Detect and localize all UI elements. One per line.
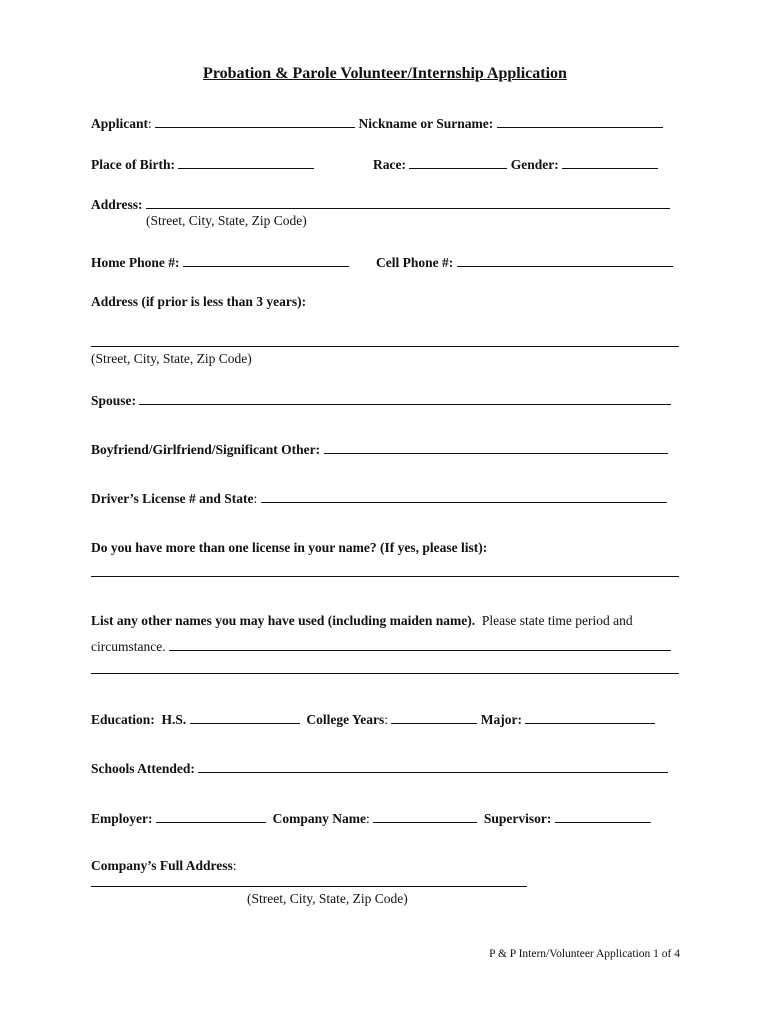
- cell-phone-row: [376, 254, 673, 271]
- hs-label: H.S.: [161, 712, 187, 727]
- college-years-label: College Years: [306, 712, 385, 727]
- circumstance-row: [91, 638, 671, 655]
- significant-other-row: [91, 441, 668, 458]
- prior-address-hint: (Street, City, State, Zip Code): [91, 351, 252, 366]
- major-label: Major:: [480, 712, 523, 727]
- company-address-field[interactable]: [91, 886, 527, 887]
- place-of-birth-label: Place of Birth:: [91, 157, 175, 172]
- circumstance-field[interactable]: [169, 638, 671, 651]
- more-licenses-field[interactable]: [91, 576, 679, 577]
- more-licenses-label: Do you have more than one license in your name? (If yes, please list):: [91, 540, 488, 555]
- address-hint: (Street, City, State, Zip Code): [146, 213, 307, 228]
- company-address-hint: (Street, City, State, Zip Code): [247, 891, 408, 906]
- schools-label: Schools Attended:: [91, 761, 195, 776]
- company-address-row: Company’s Full Address:: [91, 858, 237, 873]
- nickname-label: Nickname or Surname:: [358, 116, 494, 131]
- birth-row: [91, 156, 314, 173]
- license-field[interactable]: [261, 490, 667, 503]
- license-row: Driver’s License # and State:: [91, 490, 667, 507]
- prior-address-field[interactable]: [91, 346, 679, 347]
- form-title: Probation & Parole Volunteer/Internship Application: [203, 65, 567, 82]
- other-names-row: [91, 613, 633, 629]
- supervisor-label: Supervisor:: [483, 811, 552, 826]
- applicant-label: Applicant: [91, 116, 149, 131]
- spouse-field[interactable]: [139, 392, 671, 405]
- company-address-label: Company’s Full Address: [91, 858, 233, 873]
- address-row: [91, 196, 670, 213]
- spouse-row: [91, 392, 671, 409]
- company-name-label: Company Name: [272, 811, 366, 826]
- schools-row: [91, 760, 668, 777]
- address-label: Address:: [91, 197, 143, 212]
- home-phone-field[interactable]: [183, 254, 349, 267]
- other-names-field[interactable]: [91, 673, 679, 674]
- other-names-label: List any other names you may have used (including maiden name).: [91, 613, 476, 628]
- address-field[interactable]: [146, 196, 670, 209]
- employer-field[interactable]: [156, 810, 266, 823]
- employer-label: Employer:: [91, 811, 153, 826]
- race-gender-row: [373, 156, 658, 173]
- supervisor-field[interactable]: [555, 810, 651, 823]
- cell-phone-field[interactable]: [457, 254, 673, 267]
- race-label: Race:: [373, 157, 406, 172]
- education-label: Education:: [91, 712, 155, 727]
- place-of-birth-field[interactable]: [178, 156, 314, 169]
- employment-row: Employer: Company Name: Supervisor:: [91, 810, 651, 827]
- cell-phone-label: Cell Phone #:: [376, 255, 454, 270]
- significant-other-label: Boyfriend/Girlfriend/Significant Other:: [91, 442, 321, 457]
- home-phone-row: [91, 254, 349, 271]
- significant-other-field[interactable]: [324, 441, 668, 454]
- prior-address-label: Address (if prior is less than 3 years):: [91, 294, 307, 309]
- major-field[interactable]: [525, 711, 655, 724]
- page-footer: P & P Intern/Volunteer Application 1 of 4: [489, 948, 680, 960]
- college-years-field[interactable]: [391, 711, 477, 724]
- schools-field[interactable]: [198, 760, 668, 773]
- hs-field[interactable]: [190, 711, 300, 724]
- applicant-field[interactable]: [155, 115, 355, 128]
- applicant-row: Applicant: Nickname or Surname:: [91, 115, 663, 132]
- license-label: Driver’s License # and State: [91, 491, 254, 506]
- race-field[interactable]: [409, 156, 507, 169]
- spouse-label: Spouse:: [91, 393, 137, 408]
- home-phone-label: Home Phone #:: [91, 255, 180, 270]
- circumstance-label: circumstance.: [91, 639, 166, 654]
- company-name-field[interactable]: [373, 810, 477, 823]
- gender-label: Gender:: [510, 157, 559, 172]
- gender-field[interactable]: [562, 156, 658, 169]
- education-row: Education: H.S. College Years: Major:: [91, 711, 655, 728]
- other-names-instruction: Please state time period and: [481, 613, 633, 628]
- nickname-field[interactable]: [497, 115, 663, 128]
